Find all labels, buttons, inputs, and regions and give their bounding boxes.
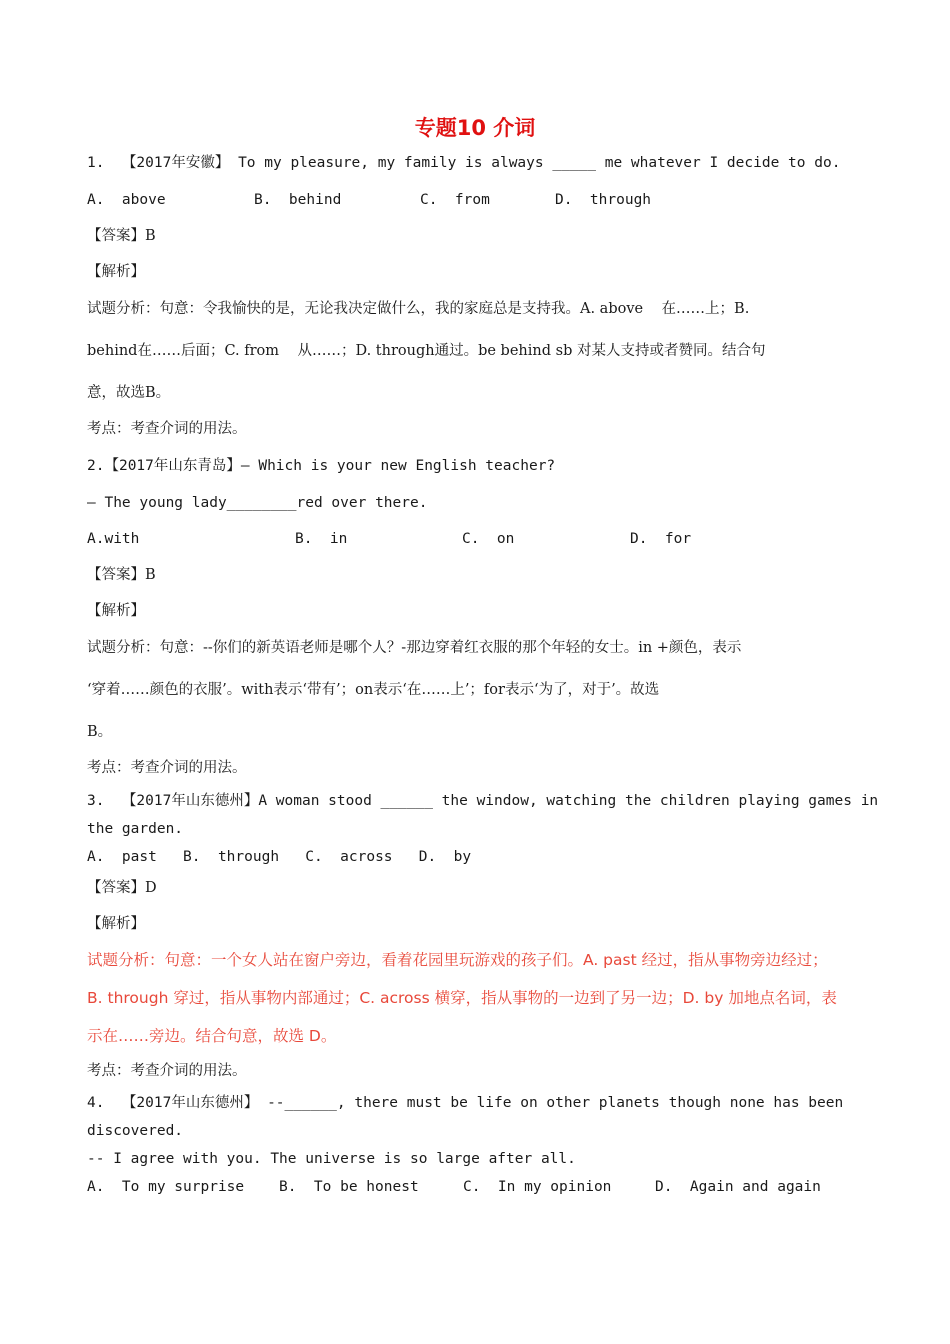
q4-option-a: A. To my surprise: [87, 1179, 245, 1195]
q3-analysis-line: 试题分析：句意：一个女人站在窗户旁边，看着花园里玩游戏的孩子们。A. past 经过，指从事物旁边经过；: [87, 951, 828, 969]
q2-option-c: C. on: [462, 531, 515, 547]
q4-stem: 4. 【2017年山东德州】 --______, there must be life on other planets though none has been: [87, 1095, 844, 1111]
q2-answer: 【答案】B: [87, 567, 156, 583]
q4-option-d: D. Again and again: [655, 1179, 821, 1195]
q2-stem: 2.【2017年山东青岛】— Which is your new English teacher?: [87, 458, 556, 474]
q1-option-d: D. through: [555, 192, 652, 208]
q2-option-d: D. for: [630, 531, 692, 547]
q1-stem: 1. 【2017年安徽】 To my pleasure, my family is always _____ me whatever I decide to do.: [87, 155, 841, 171]
q1-answer: 【答案】B: [87, 228, 156, 244]
q3-stem-line2: the garden.: [87, 821, 184, 837]
q2-option-a: A.with: [87, 531, 140, 547]
q1-option-c: C. from: [420, 192, 490, 208]
q3-analysis-line: B. through 穿过，指从事物内部通过；C. across 横穿，指从事物的一边到了另一边；D. by 加地点名词，表: [87, 989, 837, 1007]
q3-answer: 【答案】D: [87, 880, 157, 896]
q1-analysis-label: 【解析】: [87, 264, 145, 280]
q3-stem: 3. 【2017年山东德州】A woman stood ______ the window, watching the children playing games in: [87, 793, 879, 809]
q3-options: A. past B. through C. across D. by: [87, 849, 472, 865]
q2-stem-line2: — The young lady________red over there.: [87, 495, 428, 511]
q1-analysis-line: 试题分析：句意：令我愉快的是，无论我决定做什么，我的家庭总是支持我。A. above 在……上；B.: [87, 301, 750, 317]
q1-option-a: A. above: [87, 192, 166, 208]
q2-option-b: B. in: [295, 531, 348, 547]
q4-option-c: C. In my opinion: [463, 1179, 612, 1195]
q2-analysis-line: B。: [87, 724, 113, 740]
q2-analysis-label: 【解析】: [87, 603, 145, 619]
q2-point: 考点：考查介词的用法。: [87, 760, 247, 776]
page-title: 专题10 介词: [414, 116, 536, 140]
q3-analysis-label: 【解析】: [87, 916, 145, 932]
q1-analysis-line: behind在……后面；C. from 从……；D. through通过。be behind sb 对某人支持或者赞同。结合句: [87, 343, 766, 359]
q1-point: 考点：考查介词的用法。: [87, 421, 247, 437]
q1-analysis-line: 意，故选B。: [87, 385, 171, 401]
q1-option-b: B. behind: [254, 192, 342, 208]
q4-stem-line2: discovered.: [87, 1123, 184, 1139]
q3-analysis-line: 示在……旁边。结合句意，故选 D。: [87, 1027, 337, 1045]
q2-analysis-line: 试题分析：句意：--你们的新英语老师是哪个人？-那边穿着红衣服的那个年轻的女士。in +颜色，表示: [87, 640, 742, 656]
q2-analysis-line: ‘穿着……颜色的衣服’。with表示‘带有’；on表示‘在……上’；for表示‘为了，对于’。故选: [87, 682, 660, 698]
q4-stem-line3: -- I agree with you. The universe is so large after all.: [87, 1151, 576, 1167]
q4-option-b: B. To be honest: [279, 1179, 419, 1195]
q3-point: 考点：考查介词的用法。: [87, 1063, 247, 1079]
